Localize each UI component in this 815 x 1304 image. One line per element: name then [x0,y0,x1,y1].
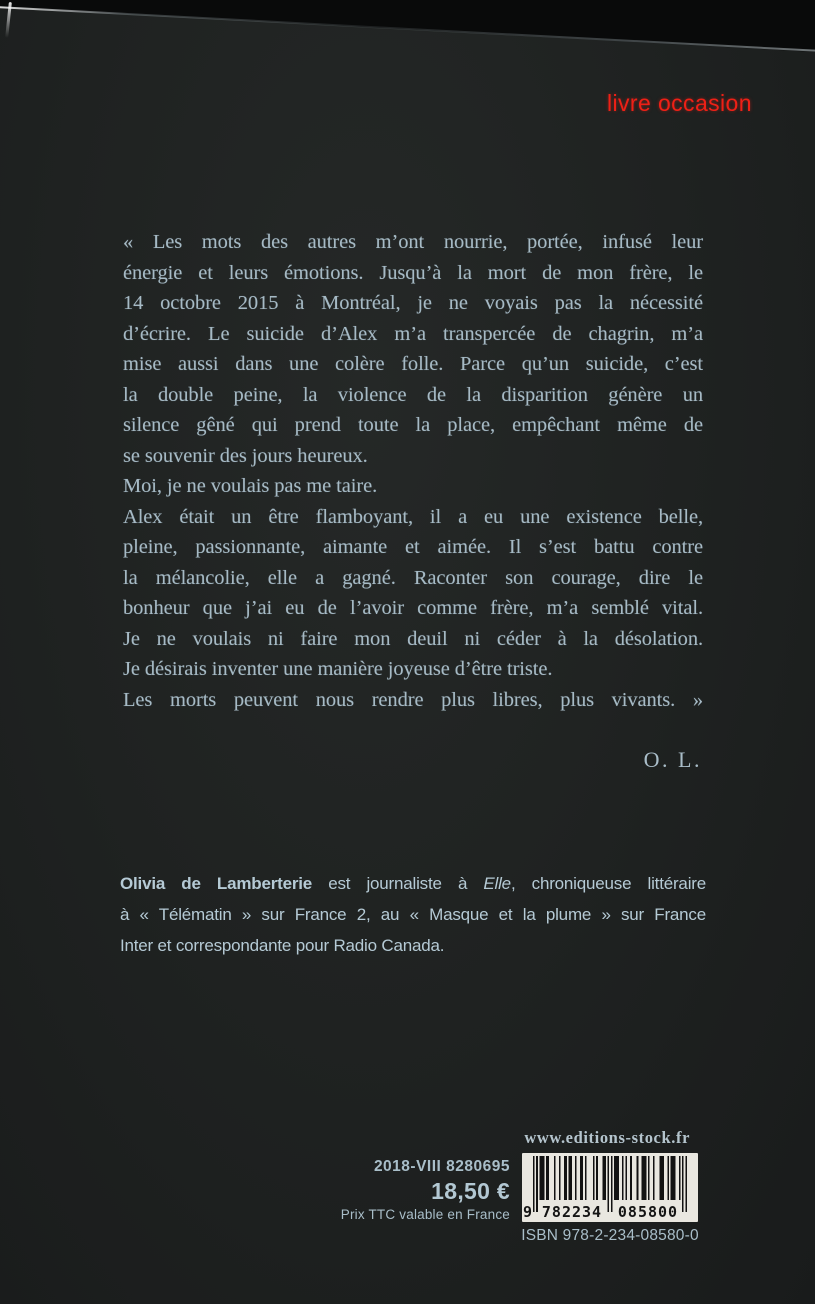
used-book-stamp: livre occasion [607,90,752,116]
quote-line: énergie et leurs émotions. Jusqu’à la mort de mon frère, le [123,261,703,284]
price-column [230,1158,510,1222]
price-note: Prix TTC valable en France [340,1207,510,1222]
quote-line: Les morts peuvent nous rendre plus libres, plus vivants. » [123,688,703,711]
bio-line: Olivia de Lamberterie est journaliste à Elle, chroniqueuse littéraire [120,874,706,893]
barcode-digits-right: 085800 [617,1203,679,1221]
quote-signature: O. L. [643,747,702,772]
quote-line: la double peine, la violence de la disparition génère un [123,383,703,406]
quote-line: Alex était un être flamboyant, il a eu une existence belle, [123,505,703,528]
quote-line: mise aussi dans une colère folle. Parce qu’un suicide, c’est [123,353,703,375]
quote-line: « Les mots des autres m’ont nourrie, portée, infusé leur [123,231,703,253]
barcode-digits-left: 782234 [541,1203,603,1221]
price: 18,50 € [431,1178,510,1204]
bio-line: Inter et correspondante pour Radio Canada. [120,935,445,955]
author-bio [120,869,706,961]
quote-line: la mélancolie, elle a gagné. Raconter son courage, dire le [123,566,703,589]
quote-line: Moi, je ne voulais pas me taire. [123,475,378,497]
quote-line: pleine, passionnante, aimante et aimée. Il s’est battu contre [123,536,703,558]
quote-line: 14 octobre 2015 à Montréal, je ne voyais pas la nécessité [123,292,703,314]
print-code: 2018-VIII 8280695 [373,1158,510,1175]
isbn-number: ISBN 978-2-234-08580-0 [521,1227,699,1244]
quote-line: silence gêné qui prend toute la place, empêchant même de [123,414,703,436]
publisher-website: www.editions-stock.fr [524,1128,690,1147]
quote-line: bonheur que j’ai eu de l’avoir comme frère, m’a semblé vital. [123,597,703,619]
back-cover-quote [123,227,703,715]
ean13-barcode [522,1153,698,1222]
quote-line: d’écrire. Le suicide d’Alex m’a transpercée de chagrin, m’a [123,322,703,345]
quote-line: Je ne voulais ni faire mon deuil ni céder à la désolation. [123,627,703,650]
quote-line: Je désirais inventer une manière joyeuse d’être triste. [123,658,553,680]
quote-line: se souvenir des jours heureux. [123,444,368,467]
bio-line: à « Télématin » sur France 2, au « Masque et la plume » sur France [120,904,706,924]
barcode-digit-first: 9 [522,1203,533,1221]
